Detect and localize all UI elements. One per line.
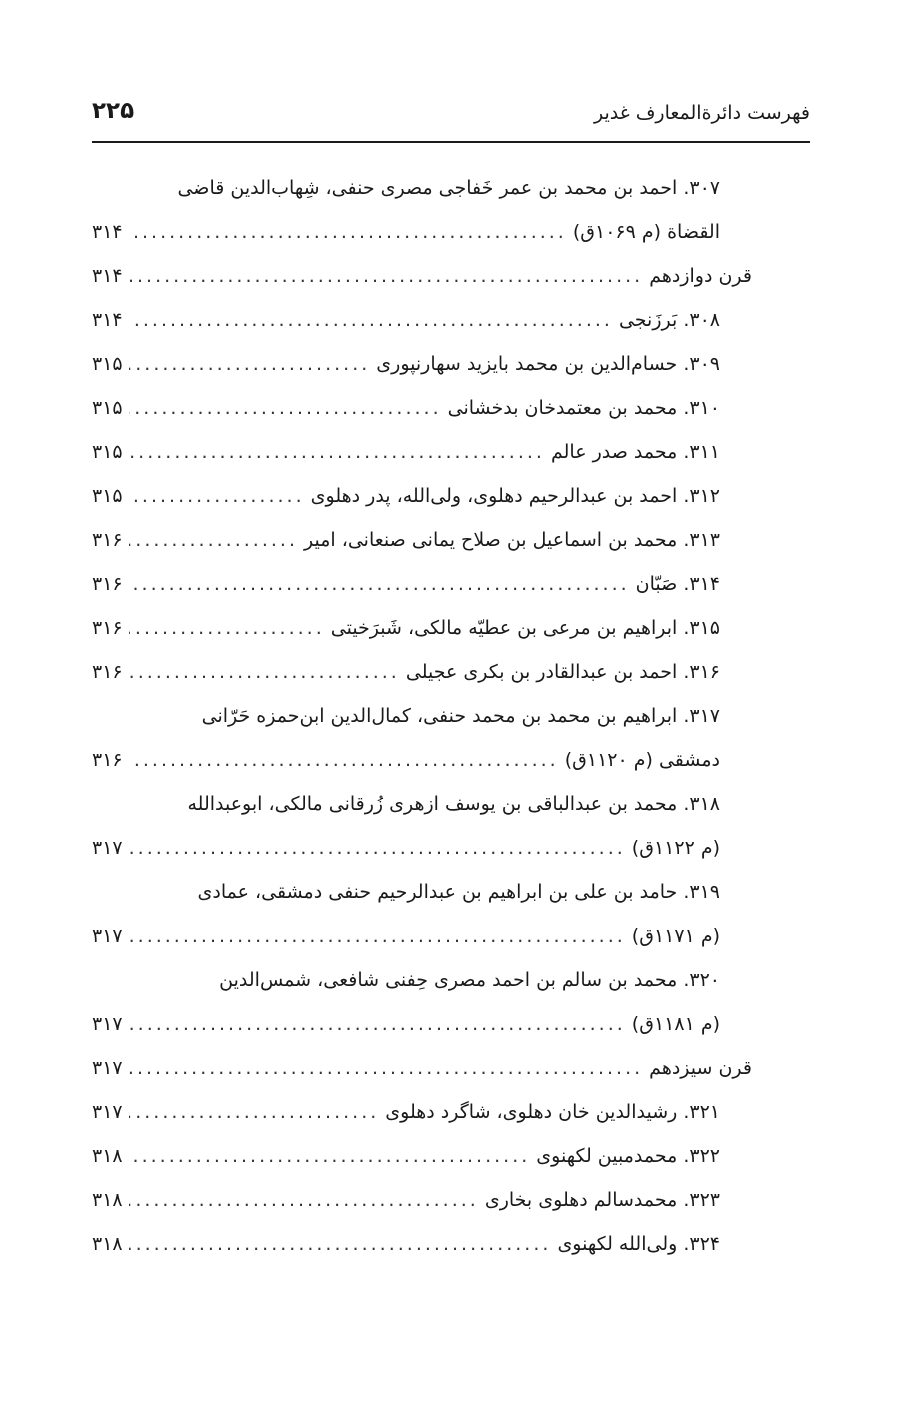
toc-entry-text: ۳۲۴. ولی‌الله لکهنوی bbox=[557, 1233, 720, 1255]
dot-leader bbox=[129, 474, 305, 518]
toc-page-number: ۳۱۷ bbox=[92, 1057, 123, 1079]
dot-leader bbox=[129, 1222, 552, 1266]
toc-page-number: ۳۱۵ bbox=[92, 353, 123, 375]
dot-leader bbox=[129, 298, 613, 342]
toc-entry-line bbox=[92, 342, 752, 386]
toc-page-number: ۳۱۶ bbox=[92, 661, 123, 683]
toc-page-number: ۳۱۴ bbox=[92, 309, 123, 331]
toc-entry-text: دمشقی (م ۱۱۲۰ق) bbox=[564, 749, 720, 771]
toc-entry-line bbox=[92, 562, 752, 606]
toc-entry-line bbox=[92, 782, 752, 826]
dot-leader bbox=[129, 562, 630, 606]
toc-entry-text: ۳۲۳. محمدسالم دهلوی بخاری bbox=[484, 1189, 720, 1211]
dot-leader bbox=[129, 1178, 479, 1222]
toc-entry-line bbox=[92, 1222, 752, 1266]
dot-leader bbox=[129, 1002, 626, 1046]
toc-entry-text: ۳۱۴. صَبّان bbox=[635, 573, 720, 595]
toc-page-number: ۳۱۷ bbox=[92, 837, 123, 859]
toc-entry-line bbox=[92, 826, 752, 870]
toc-entry-line bbox=[92, 1002, 752, 1046]
dot-leader bbox=[129, 738, 559, 782]
toc-entry-line bbox=[92, 606, 752, 650]
toc-entry-text: ۳۱۵. ابراهیم بن مرعی بن عطیّه مالکی، شَبرَخیتی bbox=[330, 617, 720, 639]
toc-entry-text: (م ۱۱۲۲ق) bbox=[631, 837, 720, 859]
toc-page-number: ۳۱۶ bbox=[92, 749, 123, 771]
toc-entry-line bbox=[92, 1090, 752, 1134]
toc-entry-text: ۳۰۷. احمد بن محمد بن عمر خَفاجی مصری حنفی، شِهاب‌الدین قاضی bbox=[177, 177, 720, 199]
toc-page-number: ۳۱۶ bbox=[92, 529, 123, 551]
toc-page-number: ۳۱۴ bbox=[92, 265, 123, 287]
toc-page-number: ۳۱۸ bbox=[92, 1145, 123, 1167]
toc-entry-line bbox=[92, 650, 752, 694]
toc-entry-text: (م ۱۱۸۱ق) bbox=[631, 1013, 720, 1035]
toc-page-number: ۳۱۷ bbox=[92, 1101, 123, 1123]
toc-entry-text: ۳۰۸. بَرزَنجی bbox=[618, 309, 720, 331]
toc-entry-text: قرن سیزدهم bbox=[649, 1057, 752, 1079]
dot-leader bbox=[129, 1134, 531, 1178]
dot-leader bbox=[129, 342, 371, 386]
toc-entry-text: ۳۲۱. رشیدالدین خان دهلوی، شاگرد دهلوی bbox=[385, 1101, 720, 1123]
page-header bbox=[92, 98, 810, 132]
toc-page-number: ۳۱۵ bbox=[92, 485, 123, 507]
toc-entry-line bbox=[92, 518, 752, 562]
dot-leader bbox=[129, 650, 400, 694]
toc-page-number: ۳۱۵ bbox=[92, 441, 123, 463]
toc-page-number: ۳۱۶ bbox=[92, 573, 123, 595]
toc-entry-text: ۳۱۰. محمد بن معتمدخان بدخشانی bbox=[447, 397, 720, 419]
toc-page-number: ۳۱۷ bbox=[92, 925, 123, 947]
toc-entry-line bbox=[92, 386, 752, 430]
toc-entry-text: ۳۰۹. حسام‌الدین بن محمد بایزید سهارنپوری bbox=[376, 353, 720, 375]
toc-entry-line bbox=[92, 694, 752, 738]
dot-leader bbox=[129, 826, 626, 870]
toc-entry-line bbox=[92, 738, 752, 782]
toc-entry-text: ۳۱۹. حامد بن علی بن ابراهیم بن عبدالرحیم حنفی دمشقی، عمادی bbox=[197, 881, 720, 903]
toc-page-number: ۳۱۴ bbox=[92, 221, 123, 243]
toc-entry-text: القضاة (م ۱۰۶۹ق) bbox=[572, 221, 720, 243]
toc-page-number: ۳۱۶ bbox=[92, 617, 123, 639]
toc-entry-text: قرن دوازدهم bbox=[649, 265, 752, 287]
dot-leader bbox=[129, 1046, 644, 1090]
toc-entry-line bbox=[92, 210, 752, 254]
toc-entry-line bbox=[92, 914, 752, 958]
toc-entry-line bbox=[92, 958, 752, 1002]
toc-page-number: ۳۱۸ bbox=[92, 1233, 123, 1255]
toc-entry-text: ۳۲۰. محمد بن سالم بن احمد مصری حِفنی شافعی، شمس‌الدین bbox=[219, 969, 720, 991]
toc-section-heading bbox=[92, 1046, 752, 1090]
toc-page-number: ۳۱۵ bbox=[92, 397, 123, 419]
dot-leader bbox=[129, 606, 325, 650]
toc-entry-line bbox=[92, 1134, 752, 1178]
toc-entry-text: ۳۱۶. احمد بن عبدالقادر بن بکری عجیلی bbox=[405, 661, 720, 683]
toc-entry-text: ۳۱۷. ابراهیم بن محمد بن محمد حنفی، کمال‌الدین ابن‌حمزه حَرّانی bbox=[201, 705, 720, 727]
header-rule bbox=[92, 141, 810, 143]
page-number: ۲۲۵ bbox=[92, 98, 135, 124]
dot-leader bbox=[129, 430, 545, 474]
dot-leader bbox=[129, 518, 298, 562]
toc-page-number: ۳۱۷ bbox=[92, 1013, 123, 1035]
table-of-contents bbox=[92, 166, 752, 1266]
toc-entry-text: ۳۱۸. محمد بن عبدالباقی بن یوسف ازهری زُرقانی مالکی، ابوعبدالله bbox=[187, 793, 720, 815]
toc-entry-line bbox=[92, 474, 752, 518]
dot-leader bbox=[129, 386, 442, 430]
toc-entry-text: ۳۱۲. احمد بن عبدالرحیم دهلوی، ولی‌الله، پدر دهلوی bbox=[310, 485, 720, 507]
dot-leader bbox=[129, 914, 626, 958]
toc-entry-text: ۳۲۲. محمدمبین لکهنوی bbox=[536, 1145, 720, 1167]
dot-leader bbox=[129, 210, 567, 254]
toc-entry-line bbox=[92, 298, 752, 342]
dot-leader bbox=[129, 254, 644, 298]
toc-page-number: ۳۱۸ bbox=[92, 1189, 123, 1211]
running-title: فهرست دائرةالمعارف غدیر bbox=[593, 102, 810, 124]
toc-entry-line bbox=[92, 430, 752, 474]
dot-leader bbox=[129, 1090, 380, 1134]
toc-section-heading bbox=[92, 254, 752, 298]
toc-entry-line bbox=[92, 1178, 752, 1222]
toc-entry-line bbox=[92, 166, 752, 210]
toc-entry-line bbox=[92, 870, 752, 914]
toc-entry-text: ۳۱۳. محمد بن اسماعیل بن صلاح یمانی صنعانی، امیر bbox=[304, 529, 720, 551]
toc-entry-text: ۳۱۱. محمد صدر عالم bbox=[550, 441, 720, 463]
toc-entry-text: (م ۱۱۷۱ق) bbox=[631, 925, 720, 947]
